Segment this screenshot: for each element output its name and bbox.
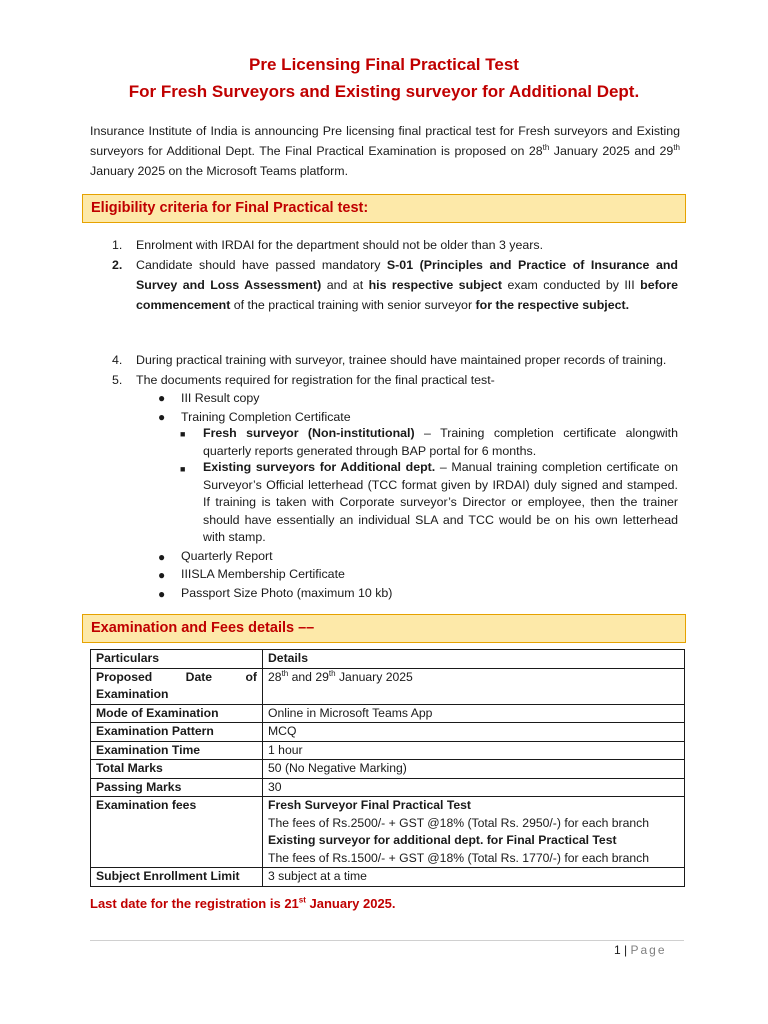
table-cell-label: Proposed Date of Examination	[91, 668, 263, 704]
table-cell-value: 1 hour	[263, 741, 685, 760]
exam-fees-heading: Examination and Fees details ––	[82, 614, 686, 643]
table-cell-value: 50 (No Negative Marking)	[263, 760, 685, 779]
exam-details-table	[90, 649, 685, 887]
intro-paragraph: Insurance Institute of India is announcing Pre licensing final practical test for Fresh surveyors and Existing surveyors for Additional Dept. The Final Practical Examination is proposed on 28th January 2025 and 29th January 2025 on the Microsoft Teams platform.	[90, 124, 680, 178]
document-item: III Result copy	[181, 391, 260, 405]
square-bullet-icon: ■	[180, 429, 186, 439]
bullet-icon: ●	[158, 550, 166, 564]
table-cell-value: 30	[263, 778, 685, 797]
page-footer: 1 | Page	[614, 943, 667, 957]
table-row	[91, 741, 685, 760]
table-cell-label: Examination Time	[91, 741, 263, 760]
document-subtitle: For Fresh Surveyors and Existing surveyor for Additional Dept.	[128, 82, 640, 101]
document-item: IIISLA Membership Certificate	[181, 567, 345, 581]
document-item: Training Completion Certificate	[181, 410, 351, 424]
table-header-cell: Details	[263, 650, 685, 669]
eligibility-item-4: During practical training with surveyor, trainee should have maintained proper records of training.	[136, 353, 667, 367]
table-cell-label: Examination fees	[91, 797, 263, 868]
list-number: 5.	[112, 373, 123, 387]
table-row	[91, 778, 685, 797]
bullet-icon: ●	[158, 391, 166, 405]
bullet-icon: ●	[158, 568, 166, 582]
eligibility-heading: Eligibility criteria for Final Practical test:	[82, 194, 686, 223]
page-label: Page	[630, 943, 667, 957]
page-number: 1	[614, 943, 621, 957]
table-cell-label: Examination Pattern	[91, 723, 263, 742]
table-row	[91, 668, 685, 704]
table-cell-value: Fresh Surveyor Final Practical Test The fees of Rs.2500/- + GST @18% (Total Rs. 2950/-) for each branch Existing surveyor for additional dept. for Final Practical Test The fees of Rs.1500/- + GST @18% (Total Rs. 1770/-) for each branch	[263, 797, 685, 868]
table-cell-value: Online in Microsoft Teams App	[263, 704, 685, 723]
table-row	[91, 760, 685, 779]
table-row	[91, 868, 685, 887]
table-header-cell: Particulars	[91, 650, 263, 669]
table-cell-label: Total Marks	[91, 760, 263, 779]
table-cell-value: MCQ	[263, 723, 685, 742]
document-subitem-fresh: Fresh surveyor (Non-institutional) – Training completion certificate alongwith quarterly reports generated through BAP portal for 6 months.	[203, 426, 678, 458]
registration-deadline: Last date for the registration is 21st January 2025.	[90, 895, 396, 911]
document-subitem-existing: Existing surveyors for Additional dept. – Manual training completion certificate on Surveyor’s Official letterhead (TCC format given by IRDAI) duly signed and stamped. If training is taken with Corporate surveyor’s Director or employee, then the trainer should have essentially an individual SLA and TCC would be on his own letterhead with stamp.	[203, 460, 678, 544]
table-row	[91, 723, 685, 742]
table-row	[91, 797, 685, 868]
list-number: 1.	[112, 238, 123, 252]
square-bullet-icon: ■	[180, 464, 186, 474]
document-item: Passport Size Photo (maximum 10 kb)	[181, 586, 393, 600]
table-cell-label: Subject Enrollment Limit	[91, 868, 263, 887]
table-row	[91, 704, 685, 723]
eligibility-item-5: The documents required for registration for the final practical test-	[136, 373, 495, 387]
eligibility-item-2: Candidate should have passed mandatory S-01 (Principles and Practice of Insurance and Survey and Loss Assessment) and at his respective subject exam conducted by III before commencement of the practical training with senior surveyor for the respective subject.	[136, 258, 679, 312]
table-cell-value: 28th and 29th January 2025	[263, 668, 685, 704]
table-cell-value: 3 subject at a time	[263, 868, 685, 887]
table-cell-label: Mode of Examination	[91, 704, 263, 723]
document-item: Quarterly Report	[181, 549, 273, 563]
eligibility-item-1: Enrolment with IRDAI for the department should not be older than 3 years.	[136, 238, 544, 252]
document-title: Pre Licensing Final Practical Test	[249, 55, 519, 74]
table-header-row	[91, 650, 685, 669]
bullet-icon: ●	[158, 410, 166, 424]
list-number: 4.	[112, 353, 123, 367]
footer-divider	[90, 940, 684, 941]
table-cell-label: Passing Marks	[91, 778, 263, 797]
list-number: 2.	[112, 258, 123, 272]
bullet-icon: ●	[158, 587, 166, 601]
